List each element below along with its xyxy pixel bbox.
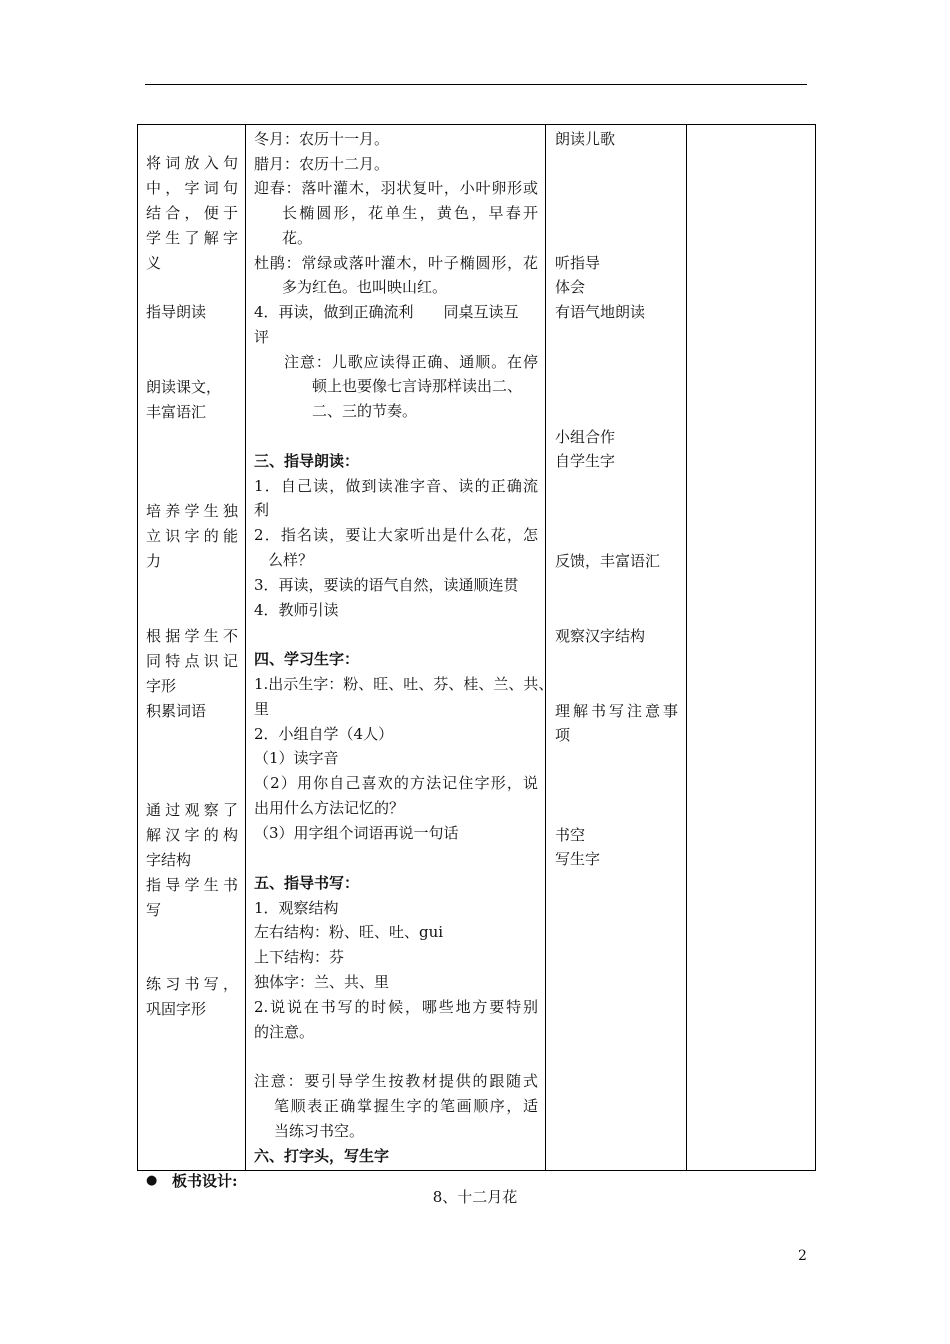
cell-line: 腊月：农历十二月。: [254, 155, 390, 173]
cell-line: 练习书写，: [146, 975, 238, 993]
cell-line: 里: [254, 700, 270, 718]
cell-line: 多为红色。也叫映山红。: [282, 278, 448, 296]
cell-line: （2）用你自己喜欢的方法记住字形，说: [254, 774, 538, 792]
cell-line: 理解书写注意事: [555, 702, 678, 720]
bullet-icon: ●: [146, 1173, 158, 1188]
design-intent-column: [138, 125, 245, 1170]
cell-line: 1．观察结构: [254, 899, 339, 917]
cell-line: 注意：要引导学生按教材提供的跟随式: [254, 1072, 538, 1090]
cell-line: 朗读儿歌: [555, 130, 616, 148]
cell-line: 字形: [146, 677, 177, 695]
cell-line: 顿上也要像七言诗那样读出二、: [312, 377, 523, 395]
cell-line: 结合，便于: [146, 204, 238, 222]
cell-line: 独体字：兰、共、里: [254, 973, 390, 991]
cell-line: 么样？: [268, 551, 314, 569]
cell-line: 2．指名读，要让大家听出是什么花，怎: [254, 526, 538, 544]
column-divider: [686, 125, 687, 1170]
cell-line: 的注意。: [254, 1023, 315, 1041]
cell-line: 4．教师引读: [254, 601, 339, 619]
student-activity-column: [546, 125, 686, 1170]
board-design-label: 板书设计:: [172, 1172, 238, 1190]
cell-line: 冬月：农历十一月。: [254, 130, 390, 148]
cell-line: 学生了解字: [146, 229, 238, 247]
section-heading: 三、指导朗读：: [254, 452, 360, 470]
cell-line: 观察汉字结构: [555, 627, 646, 645]
cell-line: 杜鹃：常绿或落叶灌木，叶子椭圆形，花: [254, 254, 538, 272]
cell-line: 自学生字: [555, 452, 616, 470]
cell-line: 丰富语汇: [146, 403, 207, 421]
cell-line: 培养学生独: [146, 502, 238, 520]
cell-line: 巩固字形: [146, 1000, 207, 1018]
cell-line: 笔顺表正确掌握生字的笔画顺序，适: [274, 1097, 538, 1115]
cell-line: 通过观察了: [146, 801, 238, 819]
cell-line: 长椭圆形，花单生，黄色，早春开: [282, 204, 538, 222]
cell-line: 指导学生书: [146, 876, 238, 894]
cell-line: 4．再读，做到正确流利 同桌互读互: [254, 303, 519, 321]
board-title: 8、十二月花: [432, 1188, 518, 1206]
cell-line: 项: [555, 726, 571, 744]
cell-line: 评: [254, 328, 270, 346]
cell-line: 1．自己读，做到读准字音、读的正确流: [254, 477, 538, 495]
teaching-process-column: [246, 125, 554, 1170]
cell-line: 中，字词句: [146, 179, 238, 197]
cell-line: （1）读字音: [254, 749, 339, 767]
lesson-plan-table: [137, 124, 816, 1171]
cell-line: 力: [146, 552, 162, 570]
cell-line: 解汉字的构: [146, 826, 238, 844]
cell-line: 反馈，丰富语汇: [555, 552, 661, 570]
cell-line: 书空: [555, 826, 586, 844]
cell-line: 上下结构：芬: [254, 948, 345, 966]
cell-line: 体会: [555, 278, 586, 296]
cell-line: 将词放入句: [146, 154, 238, 172]
cell-line: 同特点识记: [146, 652, 238, 670]
cell-line: （3）用字组个词语再说一句话: [254, 824, 459, 842]
cell-line: 出用什么方法记忆的？: [254, 799, 405, 817]
cell-line: 1.出示生字：粉、旺、吐、芬、桂、兰、共、: [254, 675, 554, 693]
cell-line: 指导朗读: [146, 303, 207, 321]
cell-line: 小组合作: [555, 428, 616, 446]
header-rule: [145, 84, 807, 85]
page-number: 2: [798, 1248, 807, 1264]
cell-line: 2.说说在书写的时候，哪些地方要特别: [254, 998, 538, 1016]
cell-line: 根据学生不: [146, 627, 238, 645]
section-heading: 五、指导书写：: [254, 874, 360, 892]
section-heading: 四、学习生字：: [254, 650, 360, 668]
cell-line: 听指导: [555, 254, 601, 272]
cell-line: 朗读课文，: [146, 378, 222, 396]
cell-line: 注意：儿歌应读得正确、通顺。在停: [284, 353, 538, 371]
cell-line: 有语气地朗读: [555, 303, 646, 321]
cell-line: 当练习书空。: [274, 1122, 365, 1140]
cell-line: 二、三的节奏。: [312, 402, 418, 420]
cell-line: 2．小组自学（4人）: [254, 725, 394, 743]
cell-line: 积累词语: [146, 702, 207, 720]
cell-line: 写生字: [555, 850, 601, 868]
cell-line: 字结构: [146, 851, 192, 869]
cell-line: 左右结构：粉、旺、吐、gui: [254, 923, 444, 941]
cell-line: 迎春：落叶灌木，羽状复叶，小叶卵形或: [254, 179, 538, 197]
section-heading: 六、打字头，写生字: [254, 1147, 390, 1165]
cell-line: 利: [254, 501, 270, 519]
cell-line: 写: [146, 901, 162, 919]
cell-line: 花。: [282, 229, 313, 247]
cell-line: 3．再读，要读的语气自然，读通顺连贯: [254, 576, 519, 594]
cell-line: 义: [146, 254, 162, 272]
cell-line: 立识字的能: [146, 527, 238, 545]
